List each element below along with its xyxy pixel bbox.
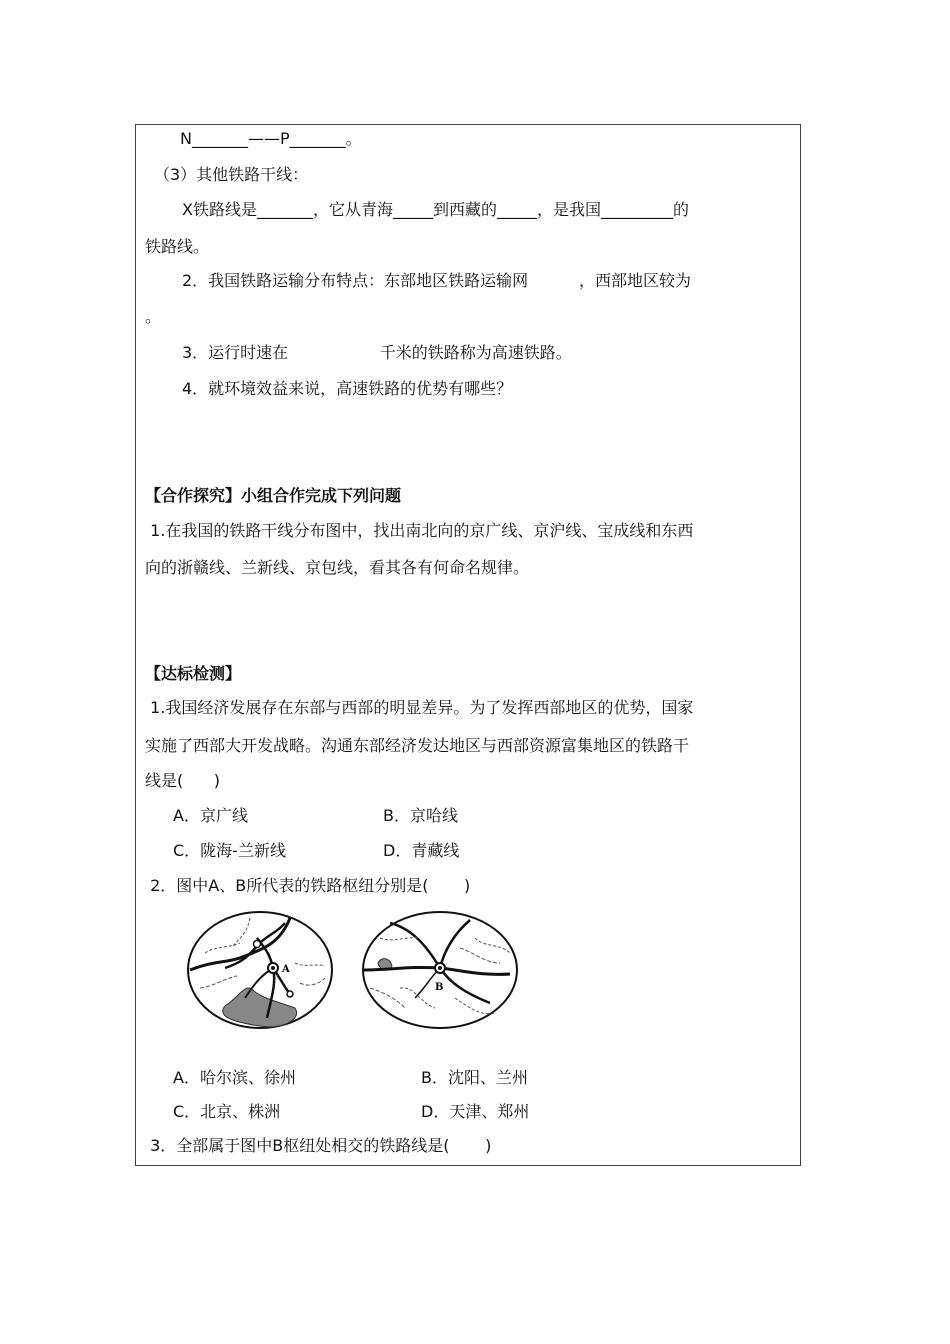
coop-q1-a: 1.在我国的铁路干线分布图中，找出南北向的京广线、京沪线、宝成线和东西 bbox=[145, 521, 694, 540]
q2-option-d: D．天津、郑州 bbox=[421, 1102, 530, 1121]
q1-option-c: C．陇海-兰新线 bbox=[173, 841, 286, 860]
q1-option-a: A．京广线 bbox=[173, 806, 248, 825]
coop-q1-b: 向的浙赣线、兰新线、京包线，看其各有何命名规律。 bbox=[145, 558, 530, 577]
test-heading: 【达标检测】 bbox=[145, 664, 242, 683]
x-line-b: 铁路线。 bbox=[145, 237, 210, 256]
test-q2: 2．图中A、B所代表的铁路枢纽分别是( ) bbox=[145, 876, 471, 895]
map-a-label: A bbox=[282, 964, 290, 975]
q2-option-c: C．北京、株洲 bbox=[173, 1102, 281, 1121]
q2-option-a: A．哈尔滨、徐州 bbox=[173, 1068, 296, 1087]
np-line: N_______——P_______。 bbox=[180, 129, 362, 148]
railway-map-b bbox=[360, 908, 520, 1033]
test-q1-b: 实施了西部大开发战略。沟通东部经济发达地区与西部资源富集地区的铁路干 bbox=[145, 736, 690, 755]
q3-speed: 3．运行时速在 千米的铁路称为高速铁路。 bbox=[182, 343, 572, 362]
x-line-a: X铁路线是_______，它从青海_____到西藏的_____，是我国_________的 bbox=[182, 200, 689, 219]
q1-option-b: B．京哈线 bbox=[383, 806, 458, 825]
q3-title: （3）其他铁路干线： bbox=[154, 165, 309, 184]
q2-option-b: B．沈阳、兰州 bbox=[421, 1068, 528, 1087]
test-q3: 3．全部属于图中B枢纽处相交的铁路线是( ) bbox=[145, 1136, 492, 1155]
q1-option-d: D．青藏线 bbox=[383, 841, 460, 860]
q2-line-a: 2．我国铁路运输分布特点：东部地区铁路运输网 ，西部地区较为 bbox=[182, 271, 692, 290]
map-b-label: B bbox=[435, 982, 444, 993]
q2-line-b: 。 bbox=[145, 307, 162, 326]
coop-heading: 【合作探究】小组合作完成下列问题 bbox=[145, 486, 402, 505]
test-q1-a: 1.我国经济发展存在东部与西部的明显差异。为了发挥西部地区的优势，国家 bbox=[145, 698, 694, 717]
railway-map-a bbox=[185, 908, 335, 1033]
test-q1-c: 线是( ) bbox=[145, 771, 221, 790]
q4-line: 4．就环境效益来说，高速铁路的优势有哪些？ bbox=[182, 379, 513, 398]
